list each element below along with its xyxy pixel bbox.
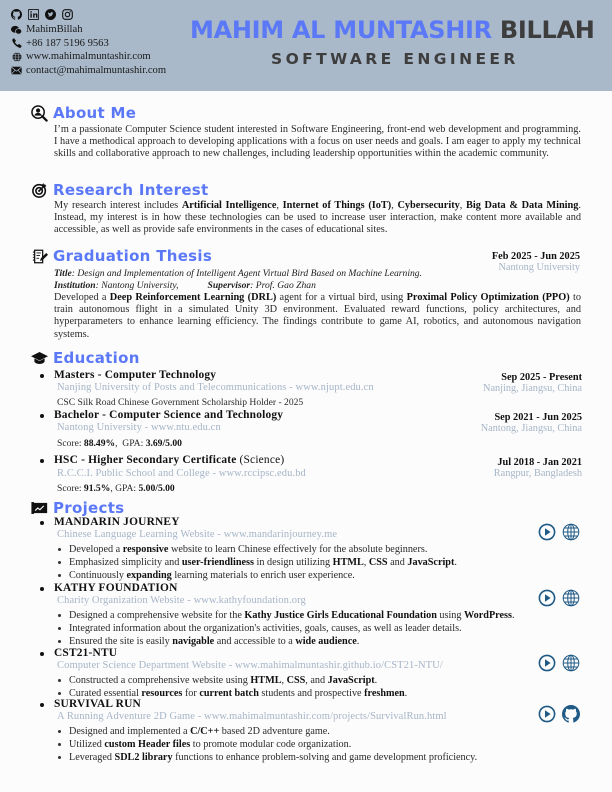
text-run: based 2D adventure game.	[219, 726, 330, 737]
score-value: 91.5%	[83, 483, 111, 494]
user-chat-icon	[11, 24, 22, 35]
section-projects-heading	[31, 499, 124, 517]
project-point	[57, 609, 515, 622]
bullet	[40, 587, 44, 591]
gpa-value: 3.69/5.00	[145, 438, 182, 449]
project-title: CST21-NTU	[54, 647, 118, 659]
keyword: CSS	[286, 675, 306, 686]
text-run: Continuously	[69, 570, 127, 581]
project-point	[57, 569, 457, 582]
text-run: Utilized	[69, 739, 105, 750]
globe-icon	[11, 51, 22, 62]
education-date: Sep 2021 - Jun 2025	[494, 412, 582, 423]
score-line	[57, 438, 182, 449]
project-point	[57, 674, 407, 687]
bullet	[40, 374, 44, 378]
keyword: freshmen	[364, 688, 405, 699]
play-circle-icon[interactable]	[538, 705, 556, 723]
project-link[interactable]: A Running Adventure 2D Game - www.mahimalmuntashir.com/projects/SurvivalRun.html	[57, 711, 447, 722]
text-run: ,	[276, 200, 283, 211]
thesis-date-location	[492, 251, 580, 273]
text-run: .	[404, 688, 408, 699]
text-run: Ensured the site is easily	[69, 636, 173, 647]
project-point	[57, 556, 457, 569]
education-item-bachelor	[40, 409, 585, 453]
text-run: ,	[281, 675, 287, 686]
degree: HSC - Higher Secondary Certificate	[54, 454, 237, 466]
thesis-description	[54, 292, 581, 341]
keyword: HTML	[250, 675, 282, 686]
education-date-location	[494, 457, 582, 479]
job-title: SOFTWARE ENGINEER	[271, 50, 519, 68]
project-title: SURVIVAL RUN	[54, 698, 141, 710]
name-last: BILLAH	[499, 16, 595, 44]
keyword: Cybersecurity	[397, 200, 460, 211]
keyword: wide audience	[295, 636, 357, 647]
education-date-location	[483, 372, 582, 394]
project-link[interactable]: Chinese Language Learning Website - www.mandarinjourney.me	[57, 529, 338, 540]
thesis-title-line	[54, 268, 422, 280]
globe-icon[interactable]	[562, 589, 580, 607]
keyword: Kathy Justice Girls Educational Foundation	[244, 610, 437, 621]
keyword: JavaScript	[327, 675, 375, 686]
text-run: students and prospective	[258, 688, 365, 699]
education-date: Sep 2025 - Present	[501, 372, 582, 383]
contact-website-text: www.mahimalmuntashir.com	[26, 51, 151, 63]
play-circle-icon[interactable]	[538, 523, 556, 541]
keyword: Proximal Policy Optimization (PPO)	[406, 292, 570, 303]
text-run: to train autonomous flight in a simulated Unity 3D environment. Evaluated reward functions, policy architectures, and hyperparameters to enhance learning efficiency. The findings contribute to game AI, robotics, and autonomous navigation systems.	[54, 292, 581, 340]
score-value: 88.49%	[83, 438, 116, 449]
degree-title	[54, 409, 283, 421]
text-run: ,	[391, 200, 398, 211]
keyword: custom Header files	[104, 739, 191, 750]
globe-icon[interactable]	[562, 523, 580, 541]
thesis-date: Feb 2025 - Jun 2025	[491, 251, 580, 262]
score-line	[57, 483, 175, 494]
keyword: Deep Reinforcement Learning (DRL)	[109, 292, 277, 303]
keyword: WordPress	[464, 610, 512, 621]
value: : Prof. Gao Zhan	[250, 280, 316, 291]
contact-email-text: contact@mahimalmuntashir.com	[26, 64, 167, 76]
text-run: Developed a	[54, 292, 110, 303]
bullet	[40, 652, 44, 656]
twitter-icon[interactable]	[45, 9, 56, 20]
project-link[interactable]: Charity Organization Website - www.kathyfoundation.org	[57, 595, 306, 606]
contact-username-text: MahimBillah	[26, 24, 83, 35]
instagram-icon[interactable]	[62, 9, 73, 20]
degree: Bachelor - Computer Science and Technology	[54, 409, 284, 421]
thesis-institution-line	[54, 280, 316, 292]
play-circle-icon[interactable]	[538, 654, 556, 672]
section-title: About Me	[53, 104, 137, 122]
contact-website[interactable]	[11, 50, 166, 64]
project-actions	[538, 589, 580, 607]
full-name	[190, 16, 595, 44]
keyword: C/C++	[190, 726, 220, 737]
research-text	[54, 200, 581, 237]
contact-phone-text: +86 187 5196 9563	[26, 37, 109, 49]
thesis-location: Nantong University	[498, 262, 580, 273]
section-title: Projects	[53, 499, 125, 517]
education-date-location	[481, 412, 582, 434]
project-points	[57, 725, 477, 764]
degree-title	[54, 369, 216, 381]
globe-icon[interactable]	[562, 654, 580, 672]
text-run: for	[182, 688, 200, 699]
text-run: .	[511, 610, 515, 621]
keyword: responsive	[122, 544, 169, 555]
project-point	[57, 751, 477, 764]
label: Institution	[54, 280, 96, 291]
degree-title	[54, 454, 284, 466]
section-title: Education	[53, 349, 140, 367]
project-point	[57, 543, 457, 556]
project-actions	[538, 654, 580, 672]
label: , GPA:	[115, 438, 146, 449]
keyword: HTML	[332, 557, 364, 568]
contact-list	[11, 23, 166, 77]
text-run: Leveraged	[69, 752, 115, 763]
text-run: Designed and implemented a	[69, 726, 191, 737]
section-title: Research Interest	[53, 181, 209, 199]
user-search-icon	[31, 105, 48, 122]
keyword: CSS	[368, 557, 388, 568]
education-location: Nanjing, Jiangsu, China	[483, 383, 582, 394]
bullet	[40, 703, 44, 707]
document-edit-icon	[31, 248, 48, 265]
text-run: to promote modular code organization.	[190, 739, 352, 750]
bullet	[40, 521, 44, 525]
keyword: expanding	[126, 570, 172, 581]
text-run: in design utilizing	[253, 557, 333, 568]
label: Title	[54, 268, 72, 279]
text-run: .	[374, 675, 378, 686]
text-run: Curated essential	[69, 688, 142, 699]
label: Score:	[57, 438, 84, 449]
contact-username[interactable]	[11, 23, 166, 37]
education-location: Nantong, Jiangsu, China	[480, 423, 582, 434]
text-run: and	[387, 557, 408, 568]
text-run: agent for a virtual bird, using	[276, 292, 407, 303]
value: : Design and Implementation of Intelligent Agent Virtual Bird Based on Machine Learning.	[71, 268, 422, 279]
text-run: . Instead, my interest is in how these technologies can be used to increase user interaction, make content more available and accessible, as well as provide safe environments in the cases of educational sites.	[54, 200, 581, 236]
section-thesis-heading	[31, 247, 212, 265]
institution-link[interactable]: Nanjing University of Posts and Telecommunications - www.njupt.edu.cn	[57, 382, 374, 393]
label: , GPA:	[110, 483, 139, 494]
degree-stream: (Science)	[236, 454, 285, 466]
linkedin-icon[interactable]	[28, 9, 39, 20]
bullet	[40, 459, 44, 463]
scholarship-note: CSC Silk Road Chinese Government Scholarship Holder - 2025	[57, 397, 304, 408]
gpa-value: 5.00/5.00	[138, 483, 175, 494]
education-date: Jul 2018 - Jan 2021	[497, 457, 582, 468]
text-run: ,	[459, 200, 467, 211]
play-circle-icon[interactable]	[538, 589, 556, 607]
target-icon	[31, 182, 48, 199]
text-run: Emphasized simplicity and	[69, 557, 182, 568]
phone-icon	[11, 38, 22, 49]
project-item	[40, 647, 585, 697]
project-item	[40, 698, 585, 763]
text-run: , and	[305, 675, 328, 686]
project-point	[57, 622, 515, 635]
contact-phone[interactable]	[11, 37, 166, 51]
chart-board-icon	[31, 500, 48, 517]
project-title: MANDARIN JOURNEY	[54, 516, 180, 528]
keyword: Internet of Things (IoT)	[282, 200, 392, 211]
project-actions	[538, 523, 580, 541]
keyword: navigable	[172, 636, 215, 647]
keyword: user-friendliness	[181, 557, 254, 568]
institution-link[interactable]: R.C.C.I. Public School and College - www.rccipsc.edu.bd	[57, 468, 306, 479]
text-run: functions to enhance problem-solving and game development proficiency.	[172, 752, 478, 763]
value: : Nantong University,	[95, 280, 179, 291]
section-education-heading	[31, 349, 140, 367]
section-about-heading	[31, 104, 136, 122]
header-banner	[0, 0, 612, 91]
text-run: Integrated information about the organization's activities, goals, causes, as well as leader details.	[69, 623, 462, 634]
keyword: current batch	[199, 688, 259, 699]
project-points	[57, 674, 407, 700]
text-run: website to learn Chinese effectively for the absolute beginners.	[168, 544, 428, 555]
github-icon[interactable]	[562, 705, 580, 723]
name-first: MAHIM AL MUNTASHIR	[190, 16, 492, 44]
project-points	[57, 543, 457, 582]
text-run: ,	[363, 557, 369, 568]
text-run: .	[356, 636, 360, 647]
institution-link[interactable]: Nantong University - www.ntu.edu.cn	[57, 422, 221, 433]
project-item	[40, 516, 585, 580]
project-actions	[538, 705, 580, 723]
text-run: Constructed a comprehensive website using	[69, 675, 251, 686]
about-text: I’m a passionate Computer Science student interested in Software Engineering, front-end web development and programming. I have a methodical approach to developing applications with a focus on user needs and goals. I am eager to apply my technical skills and collaborative approach to new challenges, including leadership opportunities within the academic community.	[54, 124, 581, 160]
label: Score:	[57, 483, 84, 494]
education-item-hsc	[40, 454, 585, 498]
keyword: Big Data & Data Mining	[466, 200, 579, 211]
project-title: KATHY FOUNDATION	[54, 582, 178, 594]
keyword: SDL2 library	[114, 752, 173, 763]
keyword: JavaScript	[407, 557, 455, 568]
education-location: Rangpur, Bangladesh	[493, 468, 582, 479]
github-icon[interactable]	[11, 9, 22, 20]
project-point	[57, 738, 477, 751]
project-point	[57, 725, 477, 738]
graduation-cap-icon	[31, 350, 48, 367]
project-points	[57, 609, 515, 648]
envelope-icon	[11, 65, 22, 76]
text-run: using	[436, 610, 465, 621]
section-research-heading	[31, 181, 209, 199]
text-run: learning materials to enrich user experience.	[171, 570, 355, 581]
education-item-masters	[40, 369, 585, 413]
text-run: My research interest includes	[54, 200, 182, 211]
text-run: .	[454, 557, 457, 568]
contact-email[interactable]	[11, 64, 166, 78]
text-run: and accessible to a	[214, 636, 296, 647]
text-run: Designed a comprehensive website for the	[69, 610, 245, 621]
degree: Masters - Computer Technology	[54, 369, 217, 381]
project-link[interactable]: Computer Science Department Website - www.mahimalmuntashir.github.io/CST21-NTU/	[57, 660, 443, 671]
bullet	[40, 414, 44, 418]
keyword: resources	[141, 688, 183, 699]
social-links	[11, 9, 73, 20]
label: Supervisor	[207, 280, 251, 291]
keyword: Artificial Intelligence	[181, 200, 277, 211]
text-run: Developed a	[69, 544, 123, 555]
project-item	[40, 582, 585, 646]
section-title: Graduation Thesis	[53, 247, 213, 265]
